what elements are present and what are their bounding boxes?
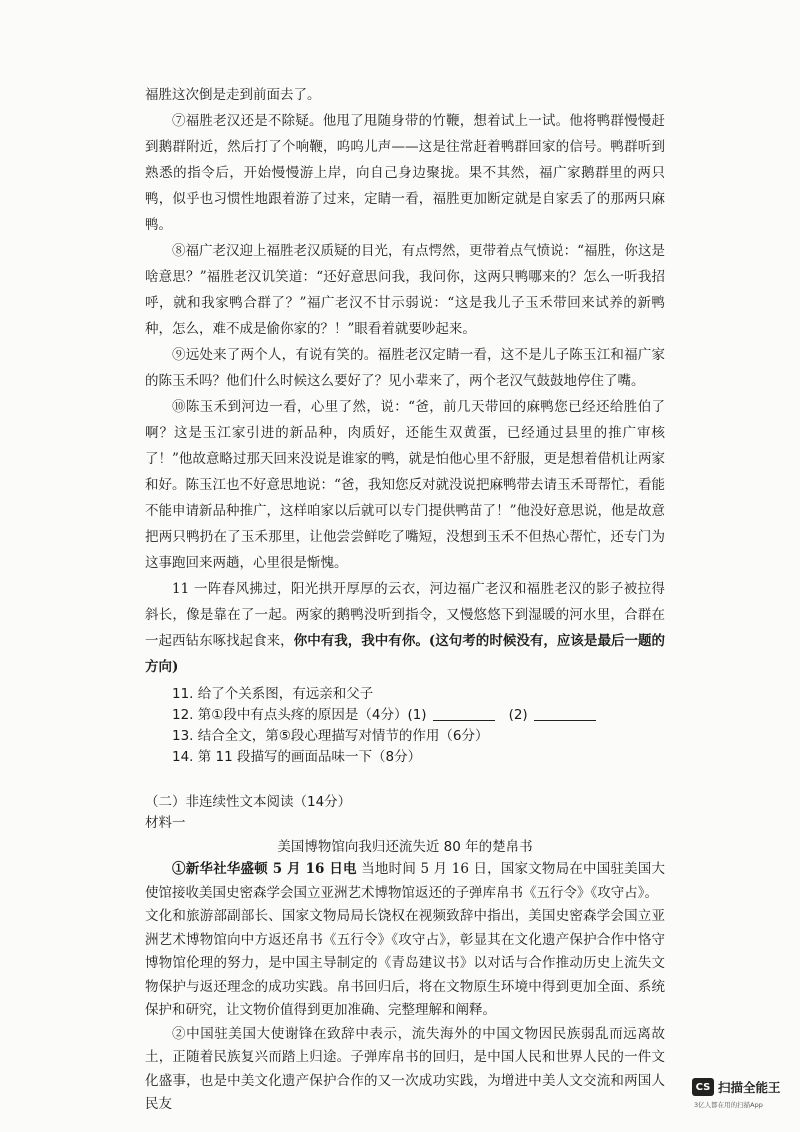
question-13: 13. 结合全文，第⑤段心理描写对情节的作用（6分） xyxy=(172,728,489,744)
material-label: 材料一 xyxy=(145,815,186,831)
section-heading: （二）非连续性文本阅读（14分） xyxy=(145,794,352,810)
story-paragraph-9: ⑨远处来了两个人，有说有笑的。福胜老汉定睛一看，这不是儿子陈玉江和福广家的陈玉禾吗？他们什么时候这么要好了？见小辈来了，两个老汉气鼓鼓地停住了嘴。 xyxy=(145,347,665,389)
story-paragraph-8: ⑧福广老汉迎上福胜老汉质疑的目光，有点愕然，更带着点气愤说：“福胜，你这是啥意思？”福胜老汉讥笑道：“还好意思问我，我问你，这两只鸭哪来的？怎么一听我招呼，就和我家鸭合群了？”福广老汉不甘示弱说：“这是我儿子玉禾带回来试养的新鸭种，怎么，难不成是偷你家的？！”眼看着就要吵起来。 xyxy=(145,243,665,337)
camscanner-logo-icon: CS xyxy=(692,1078,714,1096)
article-paragraph-1 xyxy=(145,858,665,905)
article-paragraph-1b: 文化和旅游部副部长、国家文物局局长饶权在视频致辞中指出，美国史密森学会国立亚洲艺术博物馆向中方返还帛书《五行令》《攻守占》，彰显其在文化遗产保护合作中恪守博物馆伦理的努力，是中国主导制定的《青岛建议书》以对话与合作推动历史上流失文物保护与返还理念的成功实践。帛书回归后，将在文物原生环境中得到更加全面、系统保护和研究，让文物价值得到更加准确、完整理解和阐释。 xyxy=(145,908,665,1018)
article-dateline: ①新华社华盛顿 5 月 16 日电 xyxy=(172,861,357,877)
story-paragraph-7: ⑦福胜老汉还是不除疑。他甩了甩随身带的竹鞭，想着试上一试。他将鸭群慢慢赶到鹅群附近，然后打了个响鞭，呜呜儿声——这是往常赶着鸭群回家的信号。鸭群听到熟悉的指令后，开始慢慢游上岸，向自己身边聚拢。果不其然，福广家鹅群里的两只鸭，似乎也习惯性地跟着游了过来，定睛一看，福胜更加断定就是自家丢了的那两只麻鸭。 xyxy=(145,113,665,233)
question-12-text: 12. 第①段中有点头疼的原因是（4分）(1) xyxy=(172,707,427,723)
watermark-name: 扫描全能王 xyxy=(718,1080,781,1095)
story-paragraph-10: ⑩陈玉禾到河边一看，心里了然，说：“爸，前几天带回的麻鸭您已经还给胜伯了啊？这是玉江家引进的新品种，肉质好，还能生双黄蛋，已经通过县里的推广审核了！”他故意略过那天回来没说是谁家的鸭，就是怕他心里不舒服，更是想着借机让两家和好。陈玉江也不好意思地说：“爸，我知您反对就没说把麻鸭带去请玉禾哥帮忙，看能不能申请新品种推广，这样咱家以后就可以专门提供鸭苗了！”他没好意思说，他是故意把两只鸭扔在了玉禾那里，让他尝尝鲜吃了嘴短，没想到玉禾不但热心帮忙，还专门为这事跑回来两趟，心里很是惭愧。 xyxy=(145,399,665,571)
story-paragraph-11-text: 11 一阵春风拂过，阳光拱开厚厚的云衣，河边福广老汉和福胜老汉的影子被拉得斜长，像是靠在了一起。两家的鹅鸭没听到指令，又慢悠悠下到湿暖的河水里，合群在一起西钻东啄找起食来， xyxy=(145,581,665,649)
question-14: 14. 第 11 段描写的画面品味一下（8分） xyxy=(172,749,422,765)
watermark-tagline: 3亿人都在用的扫描App xyxy=(694,1101,763,1109)
question-12-second: (2) xyxy=(508,707,528,723)
story-paragraph-11-note: 你中有我，我中有你。(这句考的时候没有，应该是最后一题的方向) xyxy=(145,633,666,675)
scanner-watermark xyxy=(692,1078,781,1109)
article-body xyxy=(145,858,665,1117)
document-page xyxy=(145,82,665,1117)
story-paragraph-11 xyxy=(145,576,665,680)
article-title: 美国博物馆向我归还流失近 80 年的楚帛书 xyxy=(277,839,533,855)
article-paragraph-1-text: 当地时间 5 月 16 日，国家文物局在中国驻美国大使馆接收美国史密森学会国立亚洲艺术博物馆返还的子弹库帛书《五行令》《攻守占》。 xyxy=(145,861,665,901)
question-11: 11. 给了个关系图，有远亲和父子 xyxy=(172,686,374,702)
answer-blank-2[interactable] xyxy=(534,706,596,721)
story-paragraph-continuation: 福胜这次倒是走到前面去了。 xyxy=(145,87,321,103)
question-12 xyxy=(145,705,665,726)
answer-blank-1[interactable] xyxy=(433,706,495,721)
article-paragraph-2: ②中国驻美国大使谢锋在致辞中表示，流失海外的中国文物因民族弱乱而远离故土，正随着民族复兴而踏上归途。子弹库帛书的回归，是中国人民和世界人民的一件文化盛事，也是中美文化遗产保护合作的又一次成功实践，为增进中美人文交流和两国人民友 xyxy=(145,1025,665,1112)
